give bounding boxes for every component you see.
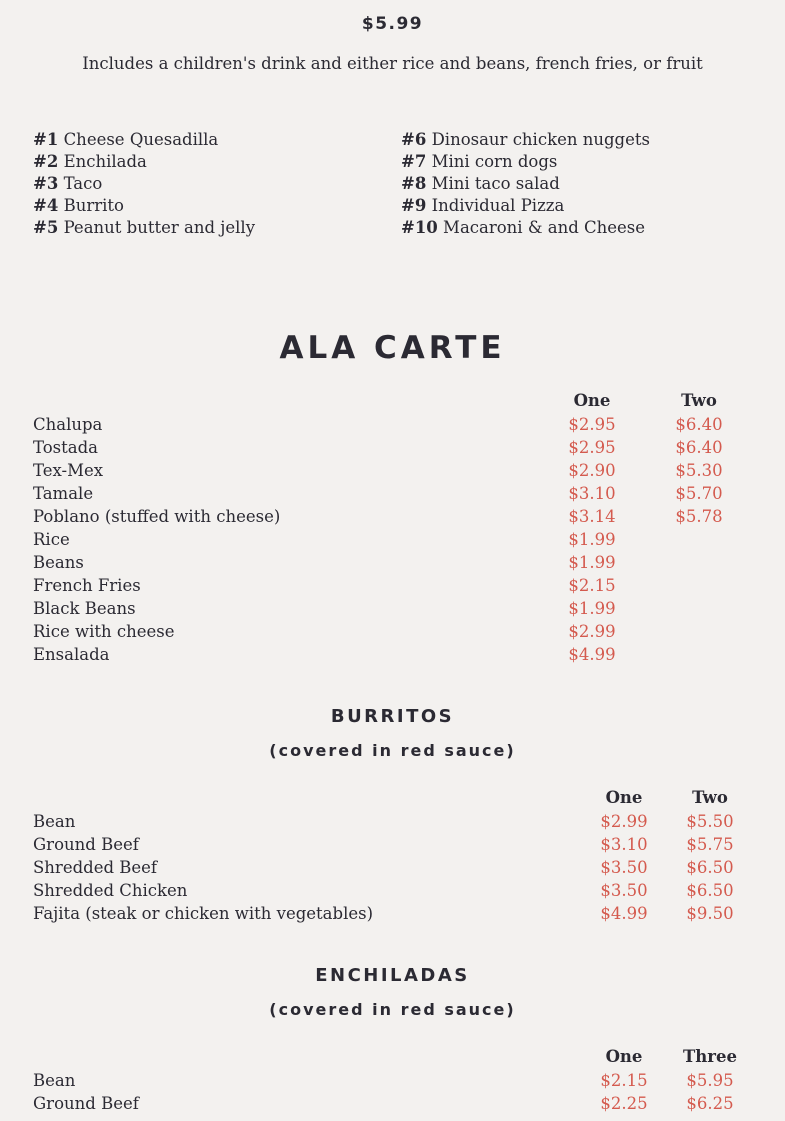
ala-carte-col-two-header: Two [681, 391, 717, 410]
kids-menu-right-list [401, 129, 650, 239]
price-multiple: $6.40 [675, 415, 723, 434]
price-single: $3.50 [600, 881, 648, 900]
price-multiple [654, 574, 744, 597]
price-multiple: $5.30 [675, 461, 723, 480]
price-multiple [654, 620, 744, 643]
menu-item-name: Beans [33, 553, 84, 572]
price-multiple [654, 528, 744, 551]
kids-menu-item: #8 Mini taco salad [401, 174, 560, 193]
price-single: $3.14 [568, 507, 616, 526]
burritos-col-two-header: Two [692, 788, 728, 807]
kids-menu-item: #2 Enchilada [33, 152, 147, 171]
price-multiple: $9.50 [686, 904, 734, 923]
price-single: $4.99 [600, 904, 648, 923]
menu-item-name: Ground Beef [33, 1094, 139, 1113]
kids-menu-item: #5 Peanut butter and jelly [33, 218, 256, 237]
menu-item-name: Tostada [33, 438, 98, 457]
menu-item-name: Tex-Mex [33, 461, 104, 480]
price-single: $2.99 [600, 812, 648, 831]
menu-item-name: Fajita (steak or chicken with vegetables) [33, 904, 374, 923]
kids-menu-item: #3 Taco [33, 174, 103, 193]
ala-carte-col-one-header: One [573, 391, 611, 410]
price-multiple [654, 551, 744, 574]
price-multiple: $5.50 [686, 812, 734, 831]
price-single: $3.10 [568, 484, 616, 503]
price-multiple: $6.50 [686, 858, 734, 877]
price-single: $2.90 [568, 461, 616, 480]
price-single: $2.25 [600, 1094, 648, 1113]
menu-item-name: Shredded Chicken [33, 881, 188, 900]
price-single: $2.15 [568, 576, 616, 595]
price-multiple [654, 643, 744, 666]
menu-item-name: Black Beans [33, 599, 136, 618]
menu-item-name: Chalupa [33, 415, 103, 434]
price-single: $2.95 [568, 415, 616, 434]
menu-item-name: Bean [33, 812, 76, 831]
price-single: $3.10 [600, 835, 648, 854]
price-multiple: $6.25 [686, 1094, 734, 1113]
enchiladas-heading: ENCHILADAS [315, 965, 470, 986]
price-single: $3.50 [600, 858, 648, 877]
enchiladas-col-one-header: One [605, 1047, 643, 1066]
enchiladas-col-three-header: Three [683, 1047, 737, 1066]
menu-item-name: Ground Beef [33, 835, 139, 854]
menu-item-name: Poblano (stuffed with cheese) [33, 507, 281, 526]
price-single: $2.99 [568, 622, 616, 641]
ala-carte-heading: ALA CARTE [279, 330, 506, 366]
price-single: $4.99 [568, 645, 616, 664]
kids-menu-item: #10 Macaroni & and Cheese [401, 218, 646, 237]
burritos-heading: BURRITOS [330, 706, 455, 727]
price-multiple: $5.78 [675, 507, 723, 526]
price-single: $1.99 [568, 599, 616, 618]
kids-meal-description: Includes a children's drink and either rice and beans, french fries, or fruit [82, 54, 703, 73]
burritos-col-one-header: One [605, 788, 643, 807]
menu-item-name: Rice with cheese [33, 622, 175, 641]
menu-item-name: Bean [33, 1071, 76, 1090]
enchiladas-subheading: (covered in red sauce) [269, 1000, 516, 1019]
menu-item-name: Rice [33, 530, 70, 549]
price-single: $1.99 [568, 530, 616, 549]
menu-item-name: Tamale [33, 484, 94, 503]
price-single: $2.95 [568, 438, 616, 457]
price-multiple [654, 597, 744, 620]
menu-item-name: Ensalada [33, 645, 110, 664]
kids-menu-item: #9 Individual Pizza [401, 196, 565, 215]
kids-menu-left-list [33, 129, 255, 239]
menu-item-name: Shredded Beef [33, 858, 158, 877]
burritos-subheading: (covered in red sauce) [269, 741, 516, 760]
price-multiple: $6.40 [675, 438, 723, 457]
kids-meal-price: $5.99 [361, 14, 424, 34]
price-multiple: $5.75 [686, 835, 734, 854]
kids-menu-item: #7 Mini corn dogs [401, 152, 558, 171]
price-multiple: $5.95 [686, 1071, 734, 1090]
price-multiple: $5.70 [675, 484, 723, 503]
price-single: $1.99 [568, 553, 616, 572]
price-multiple: $6.50 [686, 881, 734, 900]
kids-menu-item: #4 Burrito [33, 196, 124, 215]
menu-item-name: French Fries [33, 576, 141, 595]
kids-menu-item: #1 Cheese Quesadilla [33, 130, 219, 149]
price-single: $2.15 [600, 1071, 648, 1090]
kids-menu-item: #6 Dinosaur chicken nuggets [401, 130, 650, 149]
